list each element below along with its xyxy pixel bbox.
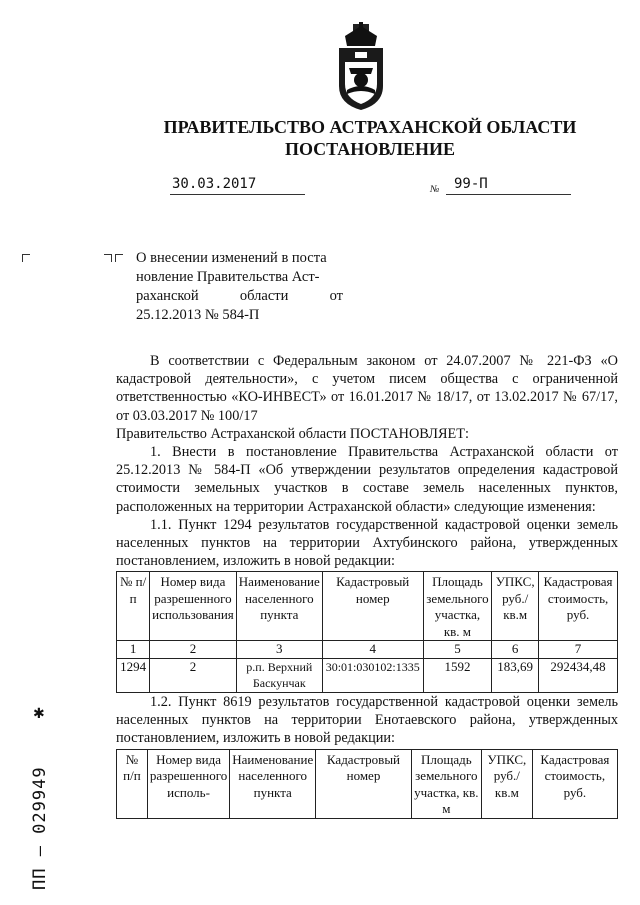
header-cell: Наименование населенного пункта: [230, 749, 316, 818]
header-cell: № п/п: [117, 749, 148, 818]
subject-line: раханской области от: [136, 288, 343, 304]
document-type: ПОСТАНОВЛЕНИЕ: [284, 139, 456, 159]
number-label: №: [430, 184, 440, 195]
cadastral-table-1: [116, 571, 618, 693]
cell-upks: 183,69: [492, 658, 539, 692]
header-cell: № п/п: [117, 572, 150, 641]
document-date: 30.03.2017: [170, 176, 305, 195]
header-cell: Кадастровый номер: [316, 749, 411, 818]
serial-number: ПП – 029949: [30, 766, 50, 890]
header-cell: Площадь земельного участка, кв. м: [423, 572, 492, 641]
preamble-paragraph: В соответствии с Федеральным законом от 24.07.2007 № 221-ФЗ «О кадастровой деятельности», с учетом писем общества с ограниченной ответственностью «КО-ИНВЕСТ» от 16.01.2017 № 18/17, от 13.02.2017 № 67/17, от 03.03.2017 № 100/17: [116, 353, 618, 424]
subject-line: новление Правительства Аст-: [136, 269, 320, 285]
header-cell: УПКС, руб./кв.м: [492, 572, 539, 641]
cell-cadastral-number: 30:01:030102:1335: [322, 658, 423, 692]
header-cell: Кадастровая стоимость, руб.: [532, 749, 617, 818]
document-body: [116, 352, 618, 819]
asterisk-mark: ✱: [33, 707, 45, 722]
corner-mark: [104, 254, 112, 262]
government-header: [0, 116, 640, 160]
header-cell: Площадь земельного участка, кв. м: [411, 749, 481, 818]
subject-line: О внесении изменений в поста: [136, 250, 327, 266]
table-header-row: [117, 572, 618, 641]
corner-mark: [115, 254, 123, 262]
cell-area: 1592: [423, 658, 492, 692]
header-cell: Наименование населенного пункта: [236, 572, 322, 641]
item-1-1-paragraph: 1.1. Пункт 1294 результатов государственной кадастровой оценки земель населенных пунктов на территории Ахтубинского района, утвержденных постановлением, изложить в новой редакции:: [116, 516, 618, 570]
cadastral-table-2: [116, 749, 618, 819]
column-number: 1: [117, 641, 150, 659]
column-number: 7: [539, 641, 618, 659]
column-number: 4: [322, 641, 423, 659]
subject-line: 25.12.2013 № 584-П: [136, 307, 260, 323]
column-number: 5: [423, 641, 492, 659]
government-name: ПРАВИТЕЛЬСТВО АСТРАХАНСКОЙ ОБЛАСТИ: [163, 117, 577, 137]
coat-of-arms-emblem: [331, 22, 391, 112]
cell-use-type: 2: [150, 658, 237, 692]
cell-item-number: 1294: [117, 658, 150, 692]
header-cell: Номер вида разрешенного исполь-: [147, 749, 229, 818]
header-cell: Кадастровый номер: [322, 572, 423, 641]
serial-stamp: [30, 700, 50, 890]
table-row: [117, 658, 618, 692]
header-cell: Номер вида разрешенного использования: [150, 572, 237, 641]
column-number: 2: [150, 641, 237, 659]
item-1-2-paragraph: 1.2. Пункт 8619 результатов государственной кадастровой оценки земель населенных пунктов на территории Енотаевского района, утвержденных постановлением, изложить в новой редакции:: [116, 693, 618, 747]
item-1-paragraph: 1. Внести в постановление Правительства Астраханской области от 25.12.2013 № 584-П «Об утверждении результатов определения кадастровой стоимости земельных участков в составе земель населенных пунктов, расположенных на территории Астраханской области» следующие изменения:: [116, 444, 618, 515]
cell-locality: р.п. Верхний Баскунчак: [236, 658, 322, 692]
table-header-row: [117, 749, 618, 818]
document-number: 99-П: [446, 176, 571, 195]
header-cell: УПКС, руб./кв.м: [481, 749, 532, 818]
header-cell: Кадастровая стоимость, руб.: [539, 572, 618, 641]
resolves-line: Правительство Астраханской области ПОСТАНОВЛЯЕТ:: [116, 425, 469, 442]
column-number: 3: [236, 641, 322, 659]
cell-cadastral-value: 292434,48: [539, 658, 618, 692]
document-subject: [136, 249, 343, 325]
corner-mark: [22, 254, 30, 262]
column-number: 6: [492, 641, 539, 659]
column-number-row: [117, 641, 618, 659]
